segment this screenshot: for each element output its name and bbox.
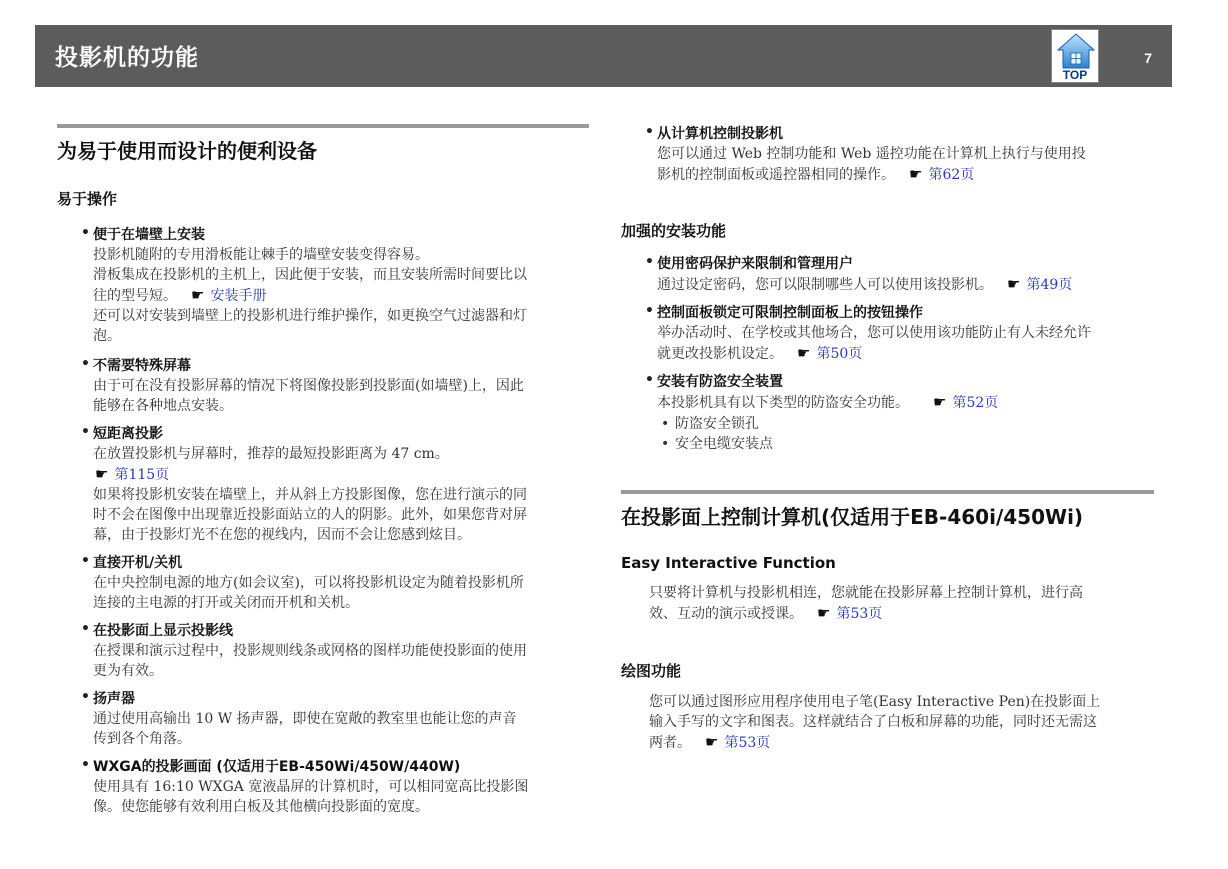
item-body xyxy=(93,709,589,749)
subsection-title: Easy Interactive Function xyxy=(621,554,836,572)
subsection-title: 绘图功能 xyxy=(621,662,682,680)
body-line: 时不会在图像中出现靠近投影面站立的人的阴影。此外，如果您背对屏 xyxy=(93,507,527,523)
ref-link[interactable]: 第52页 xyxy=(952,395,999,411)
bullet-icon: • xyxy=(81,225,90,241)
item-body xyxy=(657,323,1154,364)
body-line: 在中央控制电源的地方(如会议室)，可以将投影机设定为随着投影机所 xyxy=(93,575,524,591)
item-title: 从计算机控制投影机 xyxy=(657,126,783,142)
body-line: 本投影机具有以下类型的防盗安全功能。 ☛ 第52页 xyxy=(657,393,999,411)
body-line: 更为有效。 xyxy=(93,663,163,679)
item-body xyxy=(93,777,589,817)
body-line: 您可以通过图形应用程序使用电子笔(Easy Interactive Pen)在投影面上 xyxy=(649,694,1101,710)
list-item xyxy=(57,225,589,346)
body-line: 像。使您能够有效利用白板及其他横向投影面的宽度。 xyxy=(93,799,429,815)
section-title: 为易于使用而设计的便利设备 xyxy=(57,124,589,164)
bullet-icon: • xyxy=(81,553,90,569)
body-line: 泡。 xyxy=(93,328,121,344)
item-title: 直接开机/关机 xyxy=(93,555,183,571)
item-body xyxy=(93,376,589,416)
bullet-icon: • xyxy=(81,424,90,440)
list-item xyxy=(621,254,1154,295)
list-item xyxy=(57,424,589,545)
body-line: 如果将投影机安装在墙壁上，并从斜上方投影图像，您在进行演示的同 xyxy=(93,487,527,503)
ref-link[interactable]: 第53页 xyxy=(724,735,771,751)
item-title: 便于在墙壁上安装 xyxy=(93,227,205,243)
sub-list-item: • 安全电缆安装点 xyxy=(661,434,1154,454)
list-item xyxy=(57,356,589,416)
list-item xyxy=(57,689,589,749)
page-title: 投影机的功能 xyxy=(55,45,199,71)
body-line: 滑板集成在投影机的主机上，因此便于安装，而且安装所需时间要比以 xyxy=(93,267,527,283)
body-line: 连接的主电源的打开或关闭而开机和关机。 xyxy=(93,595,359,611)
item-body xyxy=(93,573,589,613)
body-line: 在授课和演示过程中，投影规则线条或网格的图样功能使投影面的使用 xyxy=(93,643,527,659)
pointing-hand-icon: ☛ xyxy=(1007,275,1021,293)
item-title: 在投影面上显示投影线 xyxy=(93,623,233,639)
ref-link[interactable]: 第49页 xyxy=(1026,277,1073,293)
sub-list xyxy=(657,414,1154,454)
body-line: 只要将计算机与投影机相连，您就能在投影屏幕上控制计算机，进行高 xyxy=(649,585,1083,601)
bullet-icon: • xyxy=(645,254,654,270)
body-line xyxy=(93,464,589,485)
item-title: 短距离投影 xyxy=(93,426,163,442)
item-title: 控制面板锁定可限制控制面板上的按钮操作 xyxy=(657,305,923,321)
bullet-icon: • xyxy=(645,303,654,319)
page-number: 7 xyxy=(1144,50,1152,66)
body-line: 能够在各种地点安装。 xyxy=(93,398,233,414)
item-title: 使用密码保护来限制和管理用户 xyxy=(657,256,853,272)
body-line: 投影机随附的专用滑板能让棘手的墙壁安装变得容易。 xyxy=(93,247,429,263)
subsection-title: 易于操作 xyxy=(57,190,118,208)
item-body xyxy=(657,392,1154,454)
body-line: 在放置投影机与屏幕时，推荐的最短投影距离为 47 cm。 xyxy=(93,446,449,462)
body-line: 举办活动时、在学校或其他场合，您可以使用该功能防止有人未经允许 xyxy=(657,325,1091,341)
list-item xyxy=(621,303,1154,364)
body-line: 两者。 ☛ 第53页 xyxy=(649,733,771,751)
list-item xyxy=(57,757,589,817)
item-body xyxy=(93,444,589,545)
pointing-hand-icon: ☛ xyxy=(933,393,947,411)
body-line: 效、互动的演示或授课。 ☛ 第53页 xyxy=(649,604,883,622)
left-column xyxy=(57,124,589,817)
ref-link[interactable]: 第50页 xyxy=(816,346,863,362)
bullet-icon: • xyxy=(645,372,654,388)
ref-link[interactable]: 安装手册 xyxy=(210,288,267,304)
body-line: 就更改投影机设定。 ☛ 第50页 xyxy=(657,344,863,362)
item-title: 扬声器 xyxy=(93,691,135,707)
item-title: 安装有防盗安全装置 xyxy=(657,374,783,390)
top-button[interactable] xyxy=(1051,29,1099,83)
list-item xyxy=(57,621,589,681)
body-line: 通过使用高输出 10 W 扬声器，即使在宽敞的教室里也能让您的声音 xyxy=(93,711,517,727)
item-body xyxy=(657,144,1154,185)
bullet-icon: • xyxy=(645,124,654,140)
body-line: 由于可在没有投影屏幕的情况下将图像投影到投影面(如墙壁)上，因此 xyxy=(93,378,524,394)
ref-link[interactable]: 第53页 xyxy=(836,606,883,622)
pointing-hand-icon: ☛ xyxy=(705,733,719,751)
paragraph xyxy=(621,583,1154,624)
body-line: 影机的控制面板或遥控器相同的操作。 ☛ 第62页 xyxy=(657,165,975,183)
list-item xyxy=(57,553,589,613)
body-line: 幕，由于投影灯光不在您的视线内，因而不会让您感到炫目。 xyxy=(93,527,471,543)
item-body xyxy=(93,245,589,346)
item-body xyxy=(657,274,1154,295)
bullet-icon: • xyxy=(81,689,90,705)
ref-link[interactable]: 第62页 xyxy=(928,167,975,183)
ref-link[interactable]: 第115页 xyxy=(114,467,170,483)
bullet-icon: • xyxy=(81,621,90,637)
home-icon xyxy=(1056,32,1096,70)
body-line: 传到各个角落。 xyxy=(93,731,191,747)
subsection-title: 加强的安装功能 xyxy=(621,222,727,240)
body-line: 还可以对安装到墙壁上的投影机进行维护操作，如更换空气过滤器和灯 xyxy=(93,308,527,324)
bullet-icon: • xyxy=(81,356,90,372)
item-title: 不需要特殊屏幕 xyxy=(93,358,191,374)
body-line: 输入手写的文字和图表。这样就结合了白板和屏幕的功能，同时还无需这 xyxy=(649,714,1097,730)
item-title: WXGA的投影画面 (仅适用于EB-450Wi/450W/440W) xyxy=(93,759,461,775)
pointing-hand-icon: ☛ xyxy=(95,465,109,483)
section-title: 在投影面上控制计算机(仅适用于EB-460i/450Wi) xyxy=(621,490,1154,530)
body-line: 使用具有 16:10 WXGA 宽液晶屏的计算机时，可以相同宽高比投影图 xyxy=(93,779,529,795)
list-item xyxy=(621,372,1154,454)
pointing-hand-icon: ☛ xyxy=(191,286,205,304)
list-item xyxy=(621,124,1154,185)
body-line: 往的型号短。 ☛ 安装手册 xyxy=(93,286,267,304)
item-body xyxy=(93,641,589,681)
body-line: 通过设定密码，您可以限制哪些人可以使用该投影机。 ☛ 第49页 xyxy=(657,275,1073,293)
right-column xyxy=(621,124,1154,753)
pointing-hand-icon: ☛ xyxy=(817,604,831,622)
page-header xyxy=(35,25,1172,87)
pointing-hand-icon: ☛ xyxy=(797,344,811,362)
paragraph xyxy=(621,692,1154,753)
pointing-hand-icon: ☛ xyxy=(909,165,923,183)
top-label: TOP xyxy=(1062,68,1088,82)
sub-list-item: • 防盗安全锁孔 xyxy=(661,414,1154,434)
body-line: 您可以通过 Web 控制功能和 Web 遥控功能在计算机上执行与使用投 xyxy=(657,146,1086,162)
bullet-icon: • xyxy=(81,757,90,773)
